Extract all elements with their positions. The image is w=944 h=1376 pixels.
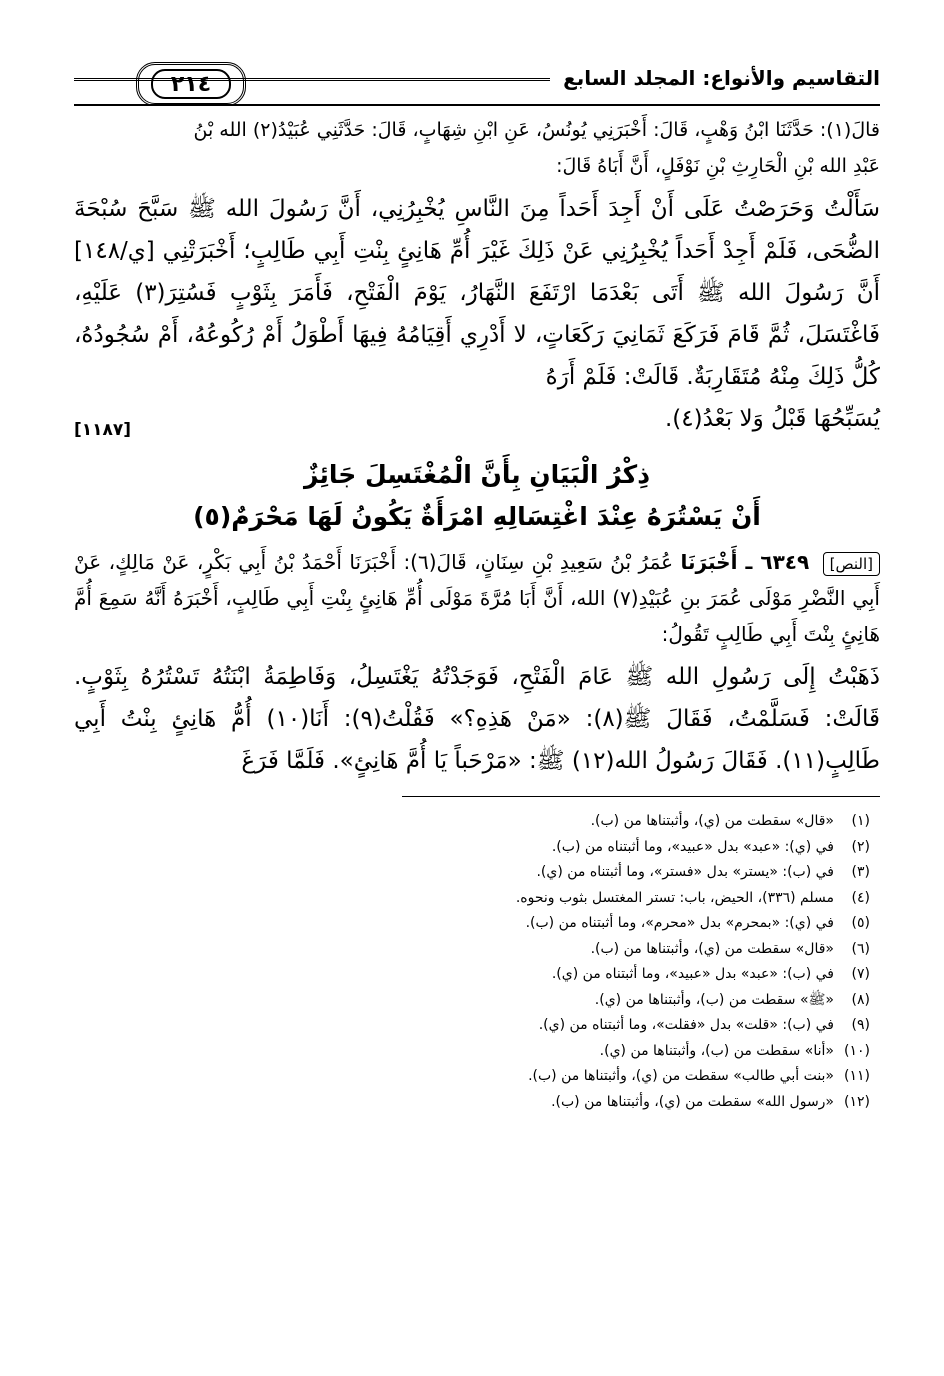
footnote [74,809,870,835]
footnote [74,1064,870,1090]
footnote-number: (٢) [851,838,870,855]
footnote-text: «قال» سقطت من (ي)، وأثبتناها من (ب). [590,940,834,957]
footnote-number: (٣) [851,864,870,880]
footnote-text: في (ي): «عبد» بدل «عبيد»، وما أثبتناه من (ب). [551,838,834,855]
footnote [74,1090,870,1116]
footnote-number: (١٢) [844,1093,870,1110]
footnote-number: (٦) [851,940,870,957]
footnote [74,886,870,912]
footnote-text: في (ب): «عبد» بدل «عبيد»، وما أثبتناه من (ي). [551,966,834,982]
hadith-matn-last-row [74,398,880,440]
hadith-matn-2: ذَهَبْتُ إِلَى رَسُولِ الله ﷺ عَامَ الْفَتْحِ، فَوَجَدْتُهُ يَغْتَسِلُ، وَفَاطِمَةُ ابْنَتُهُ تَسْتُرُهُ بِثَوْبٍ. قَالَتْ: فَسَلَّمْتُ، فَقَالَ ﷺ(٨): «مَنْ هَذِهِ؟» فَقُلْتُ(٩): أَنَا(١٠) أُمُّ هَانِئٍ بِنْتُ أَبِي طَالِبٍ(١١). فَقَالَ رَسُولُ الله(١٢) ﷺ: «مَرْحَباً يَا أُمَّ هَانِئٍ». فَلَمَّا فَرَغَ [74,664,881,774]
hadith-matn: سَأَلْتُ وَحَرَصْتُ عَلَى أَنْ أَجِدَ أَحَداً مِنَ النَّاسِ يُخْبِرُنِي، أَنَّ رَسُولَ الله ﷺ سَبَّحَ سُبْحَةَ الضُّحَى، فَلَمْ أَجِدْ أَحَداً يُخْبِرُنِي عَنْ ذَلِكَ غَيْرَ أُمِّ هَانِئٍ بِنْتِ أَبِي طَالِبٍ؛ أَخْبَرَتْنِي [ي/١٤٨] أَنَّ رَسُولَ الله ﷺ أَتَى بَعْدَمَا ارْتَفَعَ النَّهَارُ، يَوْمَ الْفَتْحِ، فَأَمَرَ بِثَوْبٍ فَسُتِرَ(٣) عَلَيْهِ، فَاغْتَسَلَ، ثُمَّ قَامَ فَرَكَعَ ثَمَانِيَ رَكَعَاتٍ، لا أَدْرِي أَقِيَامُهُ فِيهَا أَطْوَلُ أَمْ رُكُوعُهُ، أَمْ سُجُودُهُ، كُلُّ ذَلِكَ مِنْهُ مُتَقَارِبَةٌ. قَالَتْ: فَلَمْ أَرَهُ [74,196,880,390]
page-number-frame [136,62,246,106]
footnote-text: «رسول الله» سقطت من (ي)، وأثبتناها من (ب). [551,1093,834,1110]
footnote-number: (١) [851,813,870,829]
footnote-text: في (ي): «بمحرم» بدل «محرم»، وما أثبتناه من (ب). [525,915,834,931]
chapter-title-line-1: ذِكْرُ الْبَيَانِ بِأَنَّ الْمُغْتَسِلَ جَائِزٌ [303,460,651,489]
chapter-title-line-2: أَنْ يَسْتُرَهُ عِنْدَ اغْتِسَالِهِ امْرَأَةٌ يَكُونُ لَهَا مَحْرَمٌ(٥) [193,502,761,531]
page-header [74,62,880,112]
footnote [74,835,870,861]
page-number: ٢١٤ [151,69,231,99]
footnote-text: «أنا» سقطت من (ب)، وأثبتناها من (ي). [599,1042,834,1059]
isnad-line-1: قالَ(١): حَدَّثَنَا ابْنُ وَهْبٍ، قَالَ: أَخْبَرَنِي يُونُسُ، عَنِ ابْنِ شِهَابٍ، قَالَ: حَدَّثَنِي عُبَيْدُ(٢) الله بْنُ [193,119,880,141]
hadith-matn-last-line: يُسَبِّحُهَا قَبْلُ وَلا بَعْدُ(٤). [664,406,880,432]
footnote-number: (٤) [851,889,870,906]
text-badge: [النص] [823,552,880,576]
main-text [74,112,880,782]
footnote [74,937,870,963]
footnote-text: «ﷺ» سقطت من (ب)، وأثبتناها من (ي). [594,991,834,1008]
footnote-number: (١١) [844,1068,870,1084]
footnotes [74,809,880,1115]
footnote [74,1039,870,1065]
footnote-text: في (ب): «يستر» بدل «فستر»، وما أثبتناه من (ي). [536,864,834,880]
hadith-number-head: ٦٣٤٩ ـ أَخْبَرَنَا [680,550,810,574]
hadith-isnad-text: عُمَرُ بْنُ سَعِيدِ بْنِ سِنَانٍ، قَالَ(٦): أَخْبَرَنَا أَحْمَدُ بْنُ أَبِي بَكْرٍ، عَنْ مَالِكٍ، عَنْ أَبِي النَّضْرِ مَوْلَى عُمَرَ بنِ عُبَيْدِ(٧) الله، أَنَّ أَبَا مُرَّةَ مَوْلَى أُمِّ هَانِئٍ بِنْتِ أَبِي طَالِبٍ، أَخْبَرَهُ أَنَّهُ سَمِعَ أُمَّ هَانِئٍ بِنْتَ أَبِي طَالِبٍ تَقُولُ: [74,550,880,646]
chapter-title [74,454,880,538]
footnote-text: في (ب): «قلت» بدل «فقلت»، وما أثبتناه من (ي). [538,1017,834,1033]
footnote [74,988,870,1014]
footnote [74,1013,870,1039]
footnote-number: (٩) [851,1017,870,1033]
footnote-number: (٥) [851,915,870,931]
hadith-isnad [74,544,880,652]
running-title: التقاسيم والأنواع: المجلد السابع [563,66,880,90]
header-ornament-line-left [74,78,130,81]
footnote-text: مسلم (٣٣٦)، الحيض، باب: تستر المغتسل بثوب ونحوه. [515,889,834,906]
footnote-number: (٨) [851,991,870,1008]
footnote [74,911,870,937]
footnote-text: «قال» سقطت من (ي)، وأثبتناها من (ب). [590,813,834,829]
header-rule [74,104,880,106]
hadith-reference-number: [١١٨٧] [74,420,132,440]
footnote-number: (١٠) [844,1042,870,1059]
footnote [74,860,870,886]
footnote [74,962,870,988]
footnote-number: (٧) [851,966,870,982]
book-page [74,62,880,1115]
isnad-line-2: عَبْدِ الله بْنِ الْحَارِثِ بْنِ نَوْفَلٍ، أَنَّ أَبَاهُ قَالَ: [556,155,880,177]
footnote-separator [402,796,880,797]
footnote-text: «بنت أبي طالب» سقطت من (ي)، وأثبتناها من (ب). [528,1068,834,1084]
